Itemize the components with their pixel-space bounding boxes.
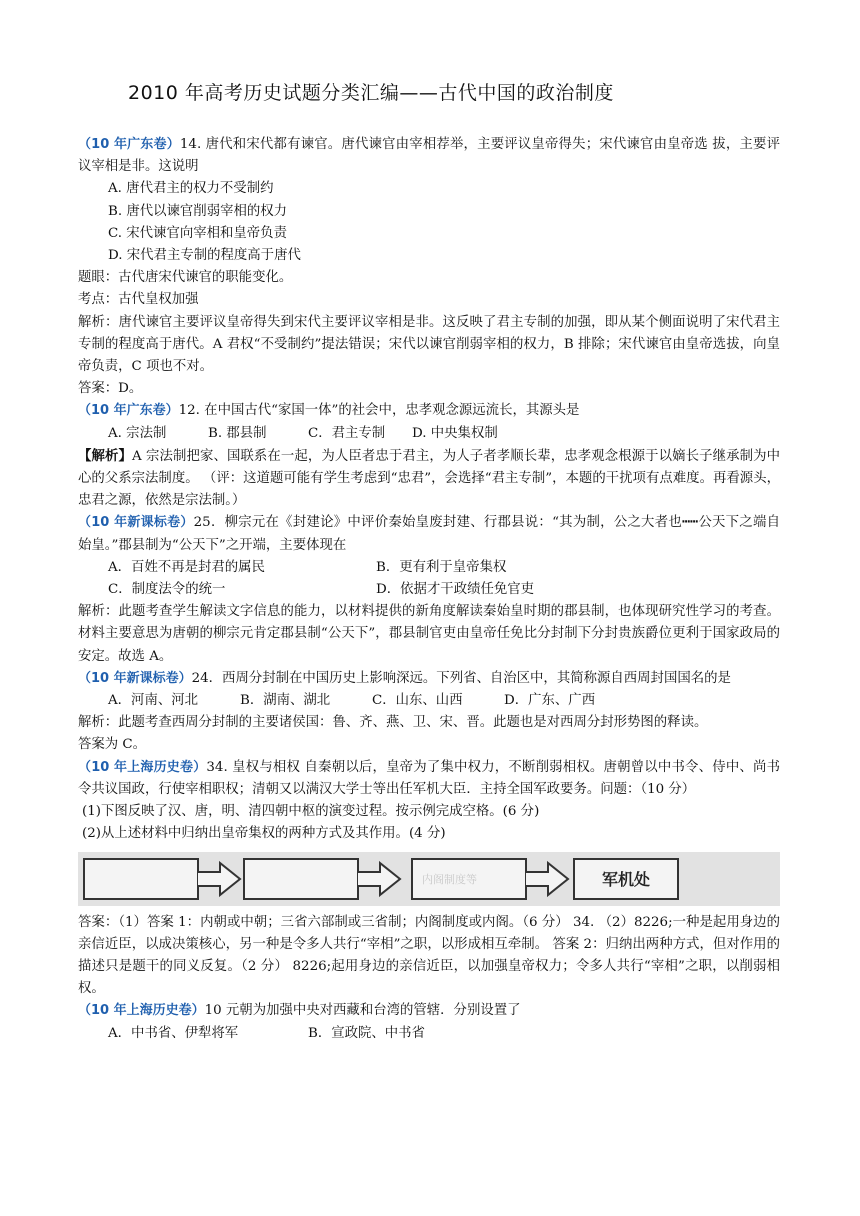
option-b: B．更有利于皇帝集权 (376, 559, 507, 575)
answer: 答案：（1）答案 1：内朝或中朝；三省六部制或三省制；内阁制度或内阁。（6 分） 34. （2）8226;一种是起用身边的亲信近臣，以成决策核心，另一种是令多人共行“宰相”之职，以形成相互牵制。 答案 2：归纳出两种方式，但对作用的描述只是题干的同义反复。（2 分） 8226;起用身边的亲信近臣，以加强皇帝权力；令多人共行“宰相”之职，以削弱相权。 (78, 914, 780, 997)
option-a: A．河南、河北 (108, 693, 199, 709)
option-a: A. 宗法制 (108, 425, 167, 441)
kaodian: 考点：古代皇权加强 (78, 292, 199, 308)
option-d: D．广东、广西 (504, 693, 596, 709)
diagram-faint-text: 内阁制度等 (422, 872, 477, 886)
document-title: 2010 年高考历史试题分类汇编——古代中国的政治制度 (128, 82, 614, 104)
option-b: B. 郡县制 (208, 425, 267, 441)
option-d: D. 宋代君主专制的程度高于唐代 (108, 248, 301, 264)
question-stem: （10 年上海历史卷）34. 皇权与相权 自秦朝以后，皇帝为了集中权力，不断削弱相权。唐朝曾以中书令、侍中、尚书令共议国政，行使宰相职权；清朝又以满汉大学士等出任军机大臣．主持全国军政要务。问题：（10 分） (78, 759, 780, 797)
answer: 答案：D。 (78, 381, 143, 397)
analysis: 【解析】A 宗法制把家、国联系在一起，为人臣者忠于君主，为人子者孝顺长辈，忠孝观念根源于以嫡长子继承制为中心的父系宗法制度。 （评：这道题可能有学生考虑到“忠君”，会选择“君主专制”，本题的干扰项有点难度。再看源头，忠君之源，依然是宗法制。） (78, 447, 780, 509)
option-d: D. 中央集权制 (412, 425, 498, 441)
option-row (78, 1023, 780, 1045)
analysis: 解析：唐代谏官主要评议皇帝得失到宋代主要评议宰相是非。这反映了君主专制的加强，即从某个侧面说明了宋代君主专制的程度高于唐代。A 君权“不受制约”提法错误；宋代以谏官削弱宰相的权力，B 排除；宋代谏官由皇帝选拔，向皇帝负责，C 项也不对。 (78, 314, 780, 375)
question-source: （10 年广东卷） (78, 403, 179, 419)
option-a: A．百姓不再是封君的属民 (108, 559, 265, 575)
document-body (78, 134, 780, 1045)
sub-question-1: (1)下图反映了汉、唐，明、清四朝中枢的演变过程。按示例完成空格。(6 分) (82, 804, 540, 820)
option-b: B．湖南、湖北 (240, 693, 331, 709)
diagram-box-1 (84, 859, 198, 899)
question-source: （10 年新课标卷） (78, 515, 194, 531)
option-c: C. 宋代谏官向宰相和皇帝负责 (108, 225, 287, 241)
option-c: C．山东、山西 (372, 693, 463, 709)
option-row (78, 690, 780, 712)
option-c: C．制度法令的统一 (108, 582, 226, 598)
analysis: 解析：此题考查学生解读文字信息的能力，以材料提供的新角度解读秦始皇时期的郡县制，也体现研究性学习的考查。材料主要意思为唐朝的柳宗元肯定郡县制“公天下”，郡县制官吏由皇帝任免比分封制下分封贵族爵位更利于国家政局的安定。故选 A。 (78, 604, 780, 664)
option-c: C．君主专制 (308, 425, 386, 441)
option-a: A. 唐代君主的权力不受制约 (108, 181, 274, 197)
option-d: D．依据才干政绩任免官吏 (376, 582, 535, 598)
evolution-diagram (78, 852, 780, 906)
diagram-box-2 (244, 859, 358, 899)
evolution-diagram-svg (78, 852, 780, 906)
option-row (78, 423, 780, 445)
question-source: （10 年广东卷） (78, 137, 180, 152)
sub-question-2: (2)从上述材料中归纳出皇帝集权的两种方式及其作用。(4 分) (82, 826, 446, 842)
answer: 答案为 C。 (78, 737, 147, 753)
question-stem: （10 年新课标卷）24．西周分封制在中国历史上影响深远。下列省、自治区中，其简称源自西周封国国名的是 (78, 670, 731, 686)
question-stem: （10 年广东卷）12. 在中国古代“家国一体”的社会中，忠孝观念源远流长，其源头是 (78, 403, 580, 419)
option-b: B. 唐代以谏官削弱宰相的权力 (108, 203, 288, 219)
question-source: （10 年上海历史卷） (78, 759, 207, 775)
question-stem: （10 年上海历史卷）10 元朝为加强中央对西藏和台湾的管辖．分别设置了 (78, 1003, 521, 1019)
diagram-box-4-label: 军机处 (601, 869, 651, 889)
question-source: （10 年新课标卷） (78, 670, 192, 686)
option-row (78, 557, 780, 579)
question-stem: （10 年新课标卷）25．柳宗元在《封建论》中评价秦始皇废封建、行郡县说：“其为制，公之大者也┅┅公天下之端自始皇。”郡县制为“公天下”之开端，主要体现在 (78, 515, 780, 553)
question-stem: （10 年广东卷）14. 唐代和宋代都有谏官。唐代谏官由宰相荐举，主要评议皇帝得失；宋代谏官由皇帝选 拔，主要评议宰相是非。这说明 (78, 137, 780, 175)
tiyan: 题眼：古代唐宋代谏官的职能变化。 (78, 270, 293, 286)
question-source: （10 年上海历史卷） (78, 1003, 205, 1019)
option-a: A．中书省、伊犁将军 (108, 1025, 239, 1041)
option-b: B．宣政院、中书省 (308, 1025, 425, 1041)
option-row (78, 579, 780, 601)
analysis: 解析：此题考查西周分封制的主要诸侯国：鲁、齐、燕、卫、宋、晋。此题也是对西周分封形势图的释读。 (78, 715, 708, 731)
